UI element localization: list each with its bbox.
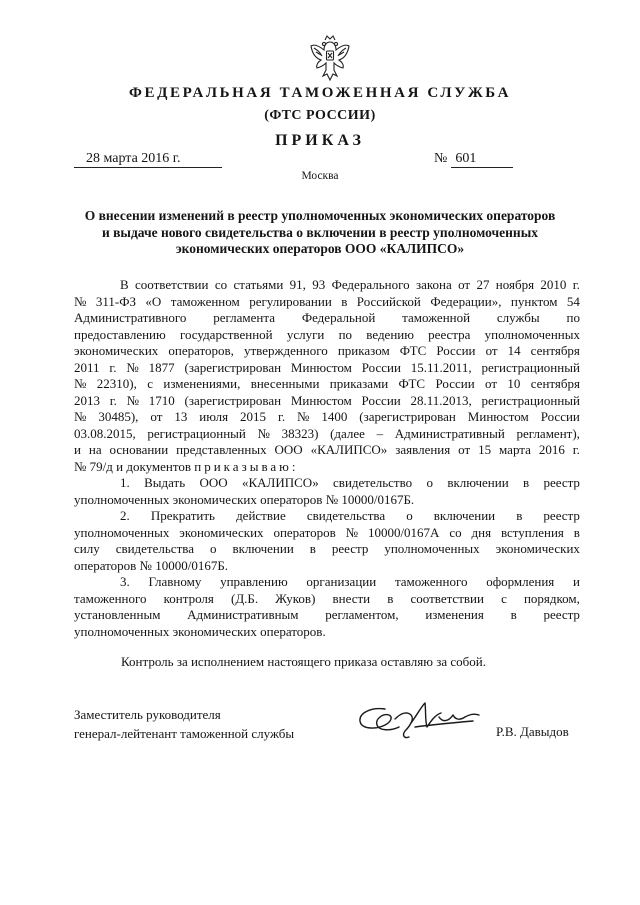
word: №	[297, 409, 310, 424]
word: внести	[332, 590, 371, 606]
coat-of-arms-icon	[309, 34, 351, 82]
text-line	[74, 409, 580, 426]
control-statement: Контроль за исполнением настоящего приказа оставляю за собой.	[121, 654, 486, 669]
text-line	[74, 591, 580, 608]
word: «КАЛИПСО»	[241, 475, 319, 490]
word: 22310),	[96, 376, 137, 391]
word: Административным	[187, 607, 299, 622]
word: с	[147, 376, 153, 391]
word: №	[345, 524, 359, 540]
word: вступления	[500, 524, 564, 540]
word: Выдать	[144, 475, 186, 490]
handwritten-signature	[355, 697, 485, 743]
word: услуги	[286, 326, 325, 342]
word: сентября	[530, 343, 580, 358]
word: №	[74, 293, 87, 309]
word: 27	[476, 277, 490, 292]
word: 2015	[240, 409, 267, 424]
text-line	[74, 426, 580, 443]
word: 311-ФЗ	[95, 293, 136, 309]
word: 3.	[120, 574, 130, 589]
word: пунктом	[510, 293, 558, 309]
word: реестра	[428, 326, 471, 342]
word: и	[573, 574, 580, 589]
word: со	[449, 524, 462, 540]
text-line	[74, 310, 580, 327]
word: ООО	[199, 475, 228, 490]
word: 03.08.2015,	[74, 425, 136, 441]
word: представленных	[176, 442, 267, 457]
word: 38323)	[281, 425, 319, 441]
word: от	[458, 442, 471, 457]
word: внесенными	[250, 376, 320, 391]
signatory-position	[74, 705, 294, 743]
text-line	[74, 607, 580, 624]
title-line: экономических операторов ООО «КАЛИПСО»	[175, 241, 465, 256]
word: приказами	[329, 376, 389, 391]
word: –	[376, 425, 384, 441]
word: от	[150, 409, 163, 424]
word: Федеральной	[301, 310, 376, 325]
word: реестр	[543, 607, 580, 622]
word: реестр	[543, 508, 580, 523]
word: 14	[507, 343, 521, 358]
word: службы	[496, 310, 540, 325]
text-line	[74, 525, 580, 542]
text-line	[74, 541, 580, 558]
word: таможенном	[170, 293, 240, 309]
order-keyword: приказываю:	[194, 458, 299, 474]
word: июля	[199, 409, 229, 424]
word: основании	[109, 442, 169, 457]
word: порядком,	[523, 590, 580, 606]
word: от	[485, 343, 498, 358]
word: 1400	[321, 409, 348, 424]
word: экономических	[74, 343, 159, 358]
word: 93	[312, 277, 326, 292]
word: изменениями,	[163, 376, 241, 391]
word: 1710	[148, 392, 175, 408]
signatory-name: Р.В. Давыдов	[496, 724, 569, 739]
word: 2011	[74, 359, 100, 375]
word: управлению	[220, 574, 288, 589]
word: 2013	[74, 392, 100, 408]
word: таможенного	[74, 590, 147, 606]
text-line	[74, 393, 580, 410]
word: г.	[572, 442, 580, 457]
word: на	[88, 442, 102, 457]
word: ведению	[366, 326, 414, 342]
word: №	[126, 392, 140, 408]
word: «О	[145, 293, 162, 309]
word: в	[387, 590, 394, 606]
word: действие	[236, 508, 286, 523]
organization-short-name: (ФТС РОССИИ)	[264, 108, 376, 123]
text-line: операторов № 10000/0167Б.	[74, 557, 229, 573]
word: заявления	[395, 442, 451, 457]
position-line: Заместитель руководителя	[74, 707, 221, 722]
text-line	[74, 508, 580, 525]
word: закона	[415, 277, 452, 292]
word: сентября	[530, 376, 580, 391]
word: ноября	[495, 277, 535, 292]
word: (далее	[330, 425, 365, 441]
word: г.	[277, 409, 286, 424]
word: контроля	[163, 590, 214, 606]
word: России	[436, 343, 476, 358]
word: государственной	[179, 326, 273, 342]
word: 2016	[538, 442, 565, 457]
word: России	[540, 409, 580, 424]
word: марта	[499, 442, 531, 457]
word: приказом	[337, 343, 390, 358]
word: предоставлению	[74, 326, 166, 342]
word: реестр	[543, 475, 580, 490]
word: о	[426, 475, 433, 490]
word: от	[485, 376, 498, 391]
word: оформления	[486, 574, 555, 589]
word: свидетельство	[333, 475, 413, 490]
text-line: уполномоченных экономических операторов № 10000/0167Б.	[74, 491, 415, 507]
text-fragment: № 79/д и документов	[74, 458, 192, 474]
word: 15.11.2011,	[410, 359, 472, 375]
document-title	[70, 208, 570, 258]
text-line: уполномоченных экономических операторов.	[74, 623, 326, 639]
word: от	[458, 277, 471, 292]
word: №	[74, 409, 87, 424]
word: России	[361, 392, 401, 408]
word: 15	[478, 442, 492, 457]
word: №	[126, 359, 139, 375]
word: г.	[109, 359, 117, 375]
word: таможенной	[402, 310, 471, 325]
order-item-3	[74, 574, 580, 640]
word: соответствии	[135, 277, 209, 292]
word: изменения	[425, 607, 484, 622]
word: Российской	[356, 293, 421, 309]
word: с	[501, 590, 507, 606]
word: со	[214, 277, 228, 292]
word: включении	[447, 475, 509, 490]
word: (зарегистрирован	[184, 359, 282, 375]
word: в	[341, 293, 348, 309]
word: ФТС	[398, 376, 426, 391]
word: уполномоченных	[74, 524, 170, 540]
word: ФТС	[399, 343, 427, 358]
document-number-field	[434, 151, 513, 168]
word: (Д.Б.	[230, 590, 259, 606]
word: свидетельства	[115, 541, 194, 556]
word: России	[361, 359, 401, 375]
word: Минюстом	[290, 359, 352, 375]
word: о	[406, 508, 413, 523]
word: в	[573, 524, 580, 540]
document-body	[74, 277, 580, 640]
word: о	[209, 541, 217, 556]
word: экономических	[495, 541, 580, 556]
document-city: Москва	[301, 170, 339, 182]
word: дня	[471, 524, 492, 540]
text-line	[74, 343, 580, 360]
word: регулировании	[249, 293, 332, 309]
word: соответствии	[410, 590, 484, 606]
word: регистрационный	[481, 392, 580, 408]
word: в	[516, 508, 523, 523]
word: по	[338, 326, 353, 342]
word: организации	[306, 574, 377, 589]
word: Административного	[74, 310, 187, 325]
word: статьями	[233, 277, 284, 292]
word: и	[74, 442, 81, 457]
word: 2.	[120, 508, 130, 523]
word: 1877	[148, 359, 175, 375]
organization-name: ФЕДЕРАЛЬНАЯ ТАМОЖЕННАЯ СЛУЖБА	[128, 85, 512, 101]
word: г.	[572, 277, 580, 292]
word: 2010	[540, 277, 567, 292]
word: в	[510, 607, 517, 622]
word: установленным	[74, 607, 161, 622]
document-type: ПРИКАЗ	[275, 132, 365, 149]
word: утвержденного	[243, 343, 328, 358]
word: в	[522, 475, 530, 490]
word: 13	[174, 409, 188, 424]
word: таможенного	[394, 574, 468, 589]
text-line	[74, 459, 580, 476]
text-line	[74, 360, 580, 377]
document-number: 601	[451, 151, 513, 168]
word: Федерального	[331, 277, 410, 292]
word: Минюстом	[467, 409, 529, 424]
position-line: генерал-лейтенант таможенной службы	[74, 726, 295, 741]
word: 30485),	[98, 409, 139, 424]
word: 54	[566, 293, 580, 309]
word: операторов	[273, 524, 336, 540]
word: 91,	[289, 277, 306, 292]
word: свидетельства	[306, 508, 386, 523]
word: 10000/0167А	[367, 524, 440, 540]
word: №	[257, 425, 270, 441]
word: №	[74, 376, 87, 391]
word: регламентом,	[325, 607, 399, 622]
word: В	[120, 277, 129, 292]
text-line	[74, 442, 580, 459]
word: Минюстом	[290, 392, 352, 408]
word: г.	[109, 392, 117, 408]
word: Главному	[148, 574, 202, 589]
word: силу	[74, 541, 100, 556]
title-line: О внесении изменений в реестр уполномоченных экономических операторов	[84, 208, 556, 223]
word: по	[566, 310, 580, 325]
text-line	[74, 376, 580, 393]
word: регистрационный	[147, 425, 246, 441]
word: Прекратить	[150, 508, 215, 523]
document-date: 28 марта 2016 г.	[74, 151, 222, 168]
word: ООО	[274, 442, 303, 457]
text-line	[74, 327, 580, 344]
word: Административный	[394, 425, 505, 441]
word: России	[435, 376, 475, 391]
text-line	[74, 574, 580, 591]
order-item-2	[74, 508, 580, 574]
word: регламента	[213, 310, 275, 325]
word: Федерации»,	[430, 293, 502, 309]
word: (зарегистрирован	[359, 409, 456, 424]
word: уполномоченных	[484, 326, 580, 342]
word: (зарегистрирован	[184, 392, 282, 408]
word: операторов,	[168, 343, 234, 358]
number-label: №	[434, 151, 448, 166]
word: 1.	[120, 475, 130, 490]
word: включении	[232, 541, 294, 556]
order-item-1	[74, 475, 580, 508]
text-line	[74, 475, 580, 492]
word: в	[309, 541, 316, 556]
word: уполномоченных	[384, 541, 480, 556]
paragraph-preamble	[74, 277, 580, 475]
text-line	[74, 277, 580, 294]
text-line	[74, 294, 580, 311]
word: регламент),	[516, 425, 580, 441]
word: экономических	[179, 524, 264, 540]
word: включении	[433, 508, 496, 523]
word: реестр	[331, 541, 369, 556]
word: «КАЛИПСО»	[310, 442, 388, 457]
word: 10	[507, 376, 521, 391]
word: Жуков)	[275, 590, 316, 606]
title-line: и выдаче нового свидетельства о включении в реестр уполномоченных	[101, 224, 538, 240]
word: 28.11.2013,	[410, 392, 472, 408]
word: регистрационный	[481, 359, 580, 375]
